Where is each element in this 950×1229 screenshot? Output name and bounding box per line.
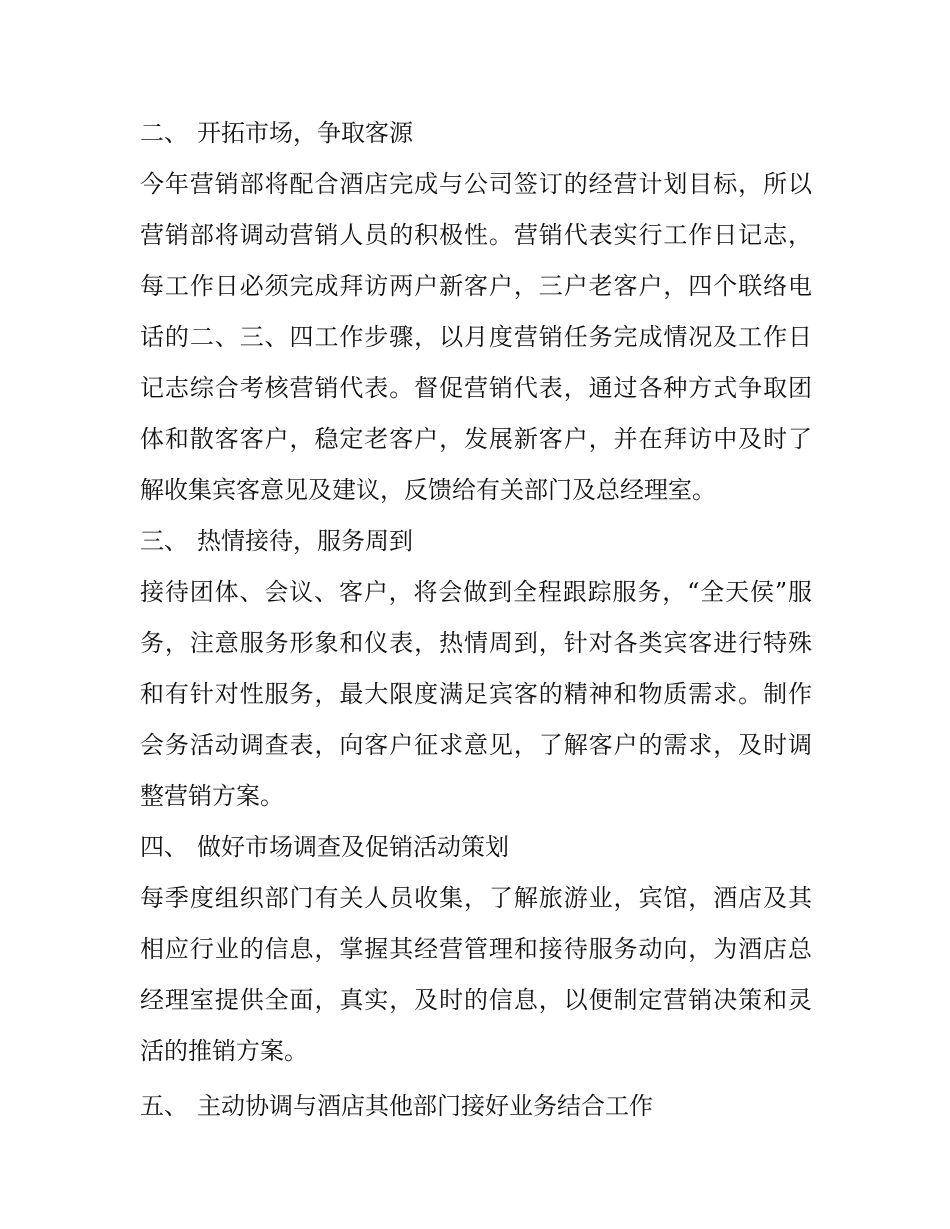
paragraph-line: 今年营销部将配合酒店完成与公司签订的经营计划目标，所以 [140, 170, 812, 198]
paragraph-line: 营销部将调动营销人员的积极性。营销代表实行工作日记志， [140, 221, 812, 249]
section-heading [140, 108, 812, 159]
paragraph-line: 会务活动调查表，向客户征求意见，了解客户的需求，及时调 [140, 731, 812, 759]
document-page [140, 108, 812, 1132]
section-title: 开拓市场，争取客源 [197, 119, 413, 147]
paragraph-line: 每工作日必须完成拜访两户新客户，三户老客户，四个联络电 [140, 272, 812, 300]
paragraph-line: 记志综合考核营销代表。督促营销代表，通过各种方式争取团 [140, 374, 812, 402]
paragraph-line: 务，注意服务形象和仪表，热情周到，针对各类宾客进行特殊 [140, 629, 812, 657]
paragraph-line: 话的二、三、四工作步骤，以月度营销任务完成情况及工作日 [140, 323, 812, 351]
paragraph-line: 体和散客客户，稳定老客户，发展新客户，并在拜访中及时了 [140, 425, 812, 453]
paragraph-line: 相应行业的信息，掌握其经营管理和接待服务动向，为酒店总 [140, 935, 812, 963]
section-title: 热情接待，服务周到 [197, 527, 413, 555]
paragraph-line: 和有针对性服务，最大限度满足宾客的精神和物质需求。制作 [140, 680, 812, 708]
section-number: 四、 [140, 833, 188, 861]
section-heading [140, 822, 812, 873]
section-number: 三、 [140, 527, 188, 555]
section-number: 五、 [140, 1092, 188, 1120]
section-heading [140, 516, 812, 567]
paragraph-line: 解收集宾客意见及建议，反馈给有关部门及总经理室。 [140, 476, 716, 504]
section-number: 二、 [140, 119, 188, 147]
paragraph-line: 每季度组织部门有关人员收集，了解旅游业，宾馆，酒店及其 [140, 884, 812, 912]
paragraph-line: 整营销方案。 [140, 782, 284, 810]
section-title: 做好市场调查及促销活动策划 [197, 833, 509, 861]
paragraph-line: 接待团体、会议、客户，将会做到全程跟踪服务，“全天侯”服 [140, 578, 812, 606]
section-heading [140, 1081, 812, 1132]
paragraph-line: 活的推销方案。 [140, 1037, 308, 1065]
paragraph-line: 经理室提供全面，真实，及时的信息，以便制定营销决策和灵 [140, 986, 812, 1014]
section-title: 主动协调与酒店其他部门接好业务结合工作 [197, 1092, 653, 1120]
